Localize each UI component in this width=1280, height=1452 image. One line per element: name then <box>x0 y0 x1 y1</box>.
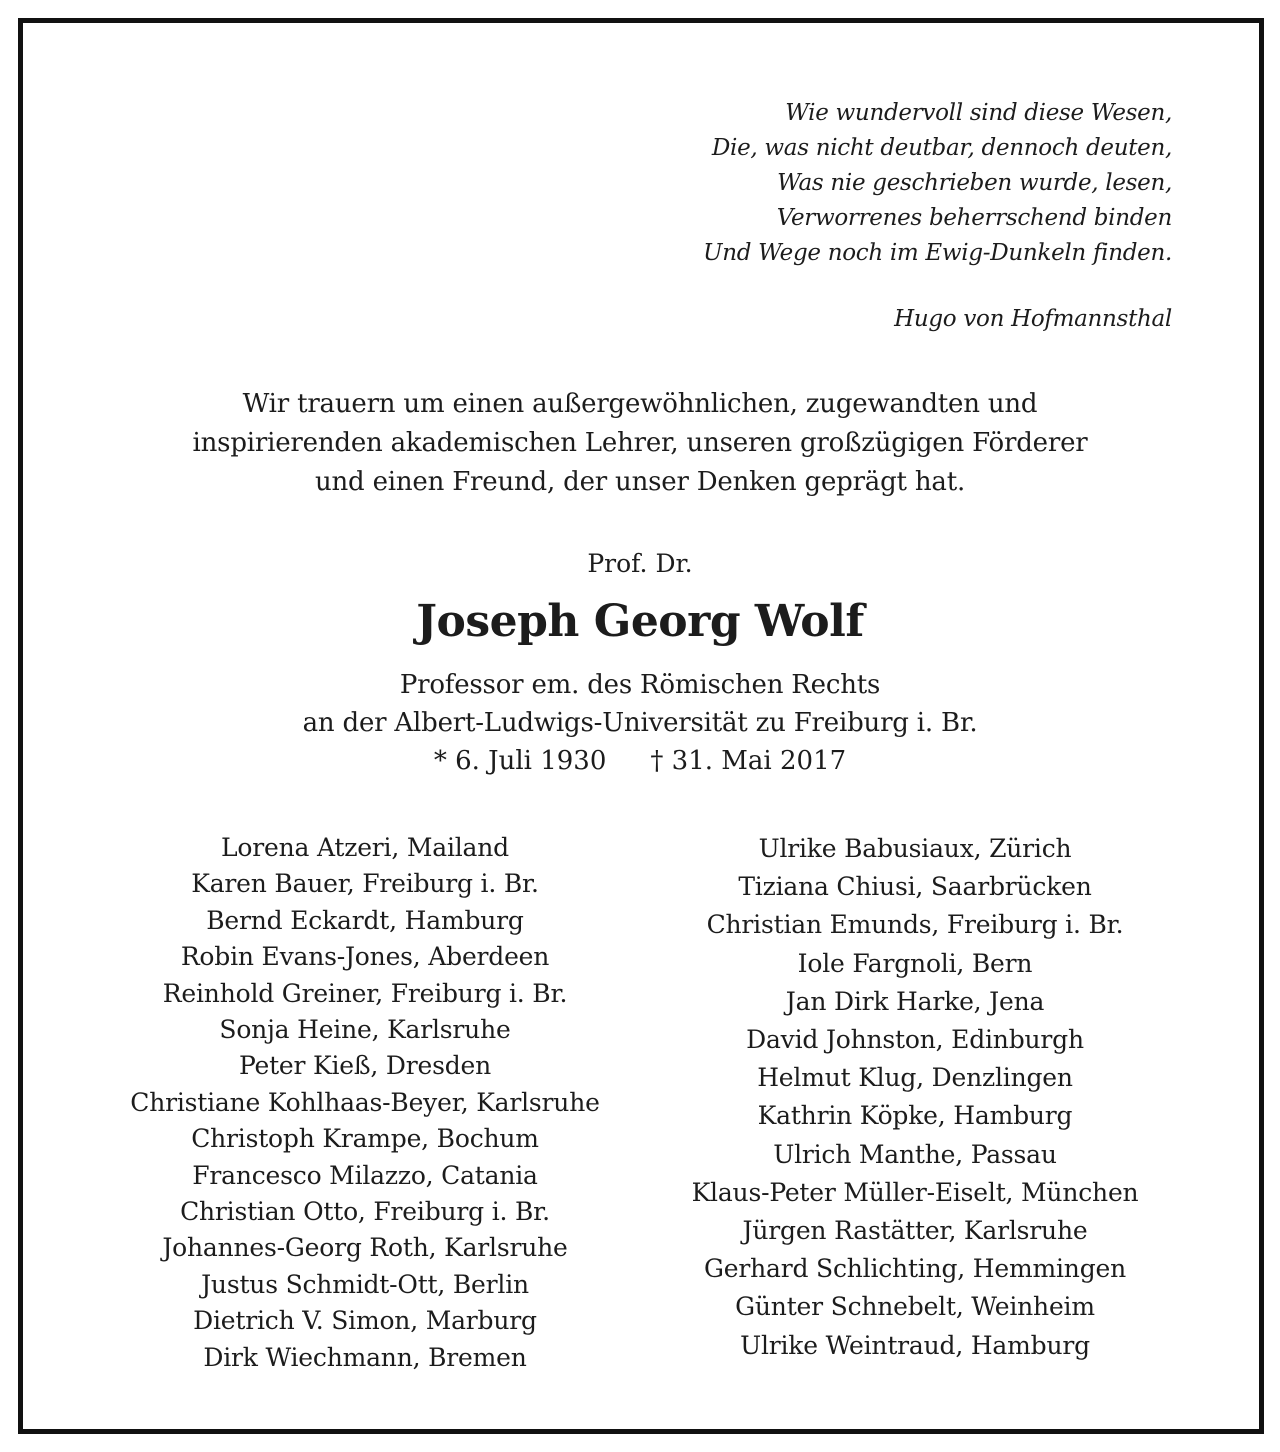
mourner-entry: Tiziana Chiusi, Saarbrücken <box>738 872 1092 902</box>
mourners-right-column <box>630 830 1200 1365</box>
mourner-entry: Reinhold Greiner, Freiburg i. Br. <box>162 978 568 1008</box>
mourner-entry: Christian Emunds, Freiburg i. Br. <box>706 910 1124 940</box>
mourner-entry: Ulrich Manthe, Passau <box>773 1139 1057 1169</box>
mourner-entry: Kathrin Köpke, Hamburg <box>757 1101 1073 1131</box>
statement-line: inspirierenden akademischen Lehrer, unseren großzügigen Förderer <box>192 428 1088 458</box>
mourner-entry: Robin Evans-Jones, Aberdeen <box>180 942 550 972</box>
mourner-entry: Dietrich V. Simon, Marburg <box>193 1306 537 1336</box>
deceased-name: Joseph Georg Wolf <box>416 596 864 647</box>
mourner-entry: Iole Fargnoli, Bern <box>797 948 1033 978</box>
mourner-entry: Christiane Kohlhaas-Beyer, Karlsruhe <box>130 1087 600 1117</box>
academic-title: Prof. Dr. <box>587 549 693 578</box>
mourner-entry: Günter Schnebelt, Weinheim <box>735 1292 1095 1322</box>
poem-line: Wie wundervoll sind diese Wesen, <box>785 100 1172 126</box>
mourner-entry: Dirk Wiechmann, Bremen <box>203 1342 527 1372</box>
professorship <box>0 666 1280 742</box>
poem-author: Hugo von Hofmannsthal <box>894 306 1172 332</box>
mourner-entry: Lorena Atzeri, Mailand <box>221 833 509 862</box>
mourner-entry: Klaus-Peter Müller-Eiselt, München <box>691 1177 1139 1207</box>
life-dates <box>0 742 1280 780</box>
mourner-entry: Ulrike Babusiaux, Zürich <box>758 834 1072 863</box>
mourners-left-column <box>40 830 690 1376</box>
death-date: † 31. Mai 2017 <box>650 746 847 776</box>
poem-line: Und Wege noch im Ewig-Dunkeln finden. <box>703 240 1172 266</box>
mourner-entry: Johannes-Georg Roth, Karlsruhe <box>162 1233 568 1263</box>
mourning-statement <box>0 385 1280 502</box>
mourner-entry: Jürgen Rastätter, Karlsruhe <box>742 1216 1088 1246</box>
birth-date: * 6. Juli 1930 <box>433 746 607 776</box>
mourner-entry: Karen Bauer, Freiburg i. Br. <box>191 869 539 899</box>
mourner-entry: Peter Kieß, Dresden <box>238 1051 491 1081</box>
mourner-entry: Francesco Milazzo, Catania <box>192 1160 538 1190</box>
mourner-entry: Sonja Heine, Karlsruhe <box>219 1015 511 1045</box>
poem-line: Verworrenes beherrschend binden <box>776 205 1172 231</box>
poem <box>703 96 1172 271</box>
mourner-entry: Christian Otto, Freiburg i. Br. <box>180 1197 550 1227</box>
mourner-entry: Jan Dirk Harke, Jena <box>785 986 1045 1016</box>
mourner-entry: Justus Schmidt-Ott, Berlin <box>201 1269 529 1299</box>
mourner-entry: Gerhard Schlichting, Hemmingen <box>704 1254 1126 1284</box>
poem-line: Die, was nicht deutbar, dennoch deuten, <box>711 135 1172 161</box>
professorship-line: an der Albert-Ludwigs-Universität zu Freiburg i. Br. <box>302 708 978 738</box>
mourner-entry: Christoph Krampe, Bochum <box>191 1124 539 1154</box>
statement-line: und einen Freund, der unser Denken geprägt hat. <box>314 467 966 497</box>
statement-line: Wir trauern um einen außergewöhnlichen, zugewandten und <box>242 389 1038 419</box>
mourner-entry: Helmut Klug, Denzlingen <box>757 1063 1073 1093</box>
mourner-entry: David Johnston, Edinburgh <box>746 1025 1084 1055</box>
professorship-line: Professor em. des Römischen Rechts <box>399 670 881 700</box>
mourner-entry: Ulrike Weintraud, Hamburg <box>740 1330 1090 1360</box>
poem-line: Was nie geschrieben wurde, lesen, <box>777 170 1172 196</box>
mourner-entry: Bernd Eckardt, Hamburg <box>206 905 524 935</box>
